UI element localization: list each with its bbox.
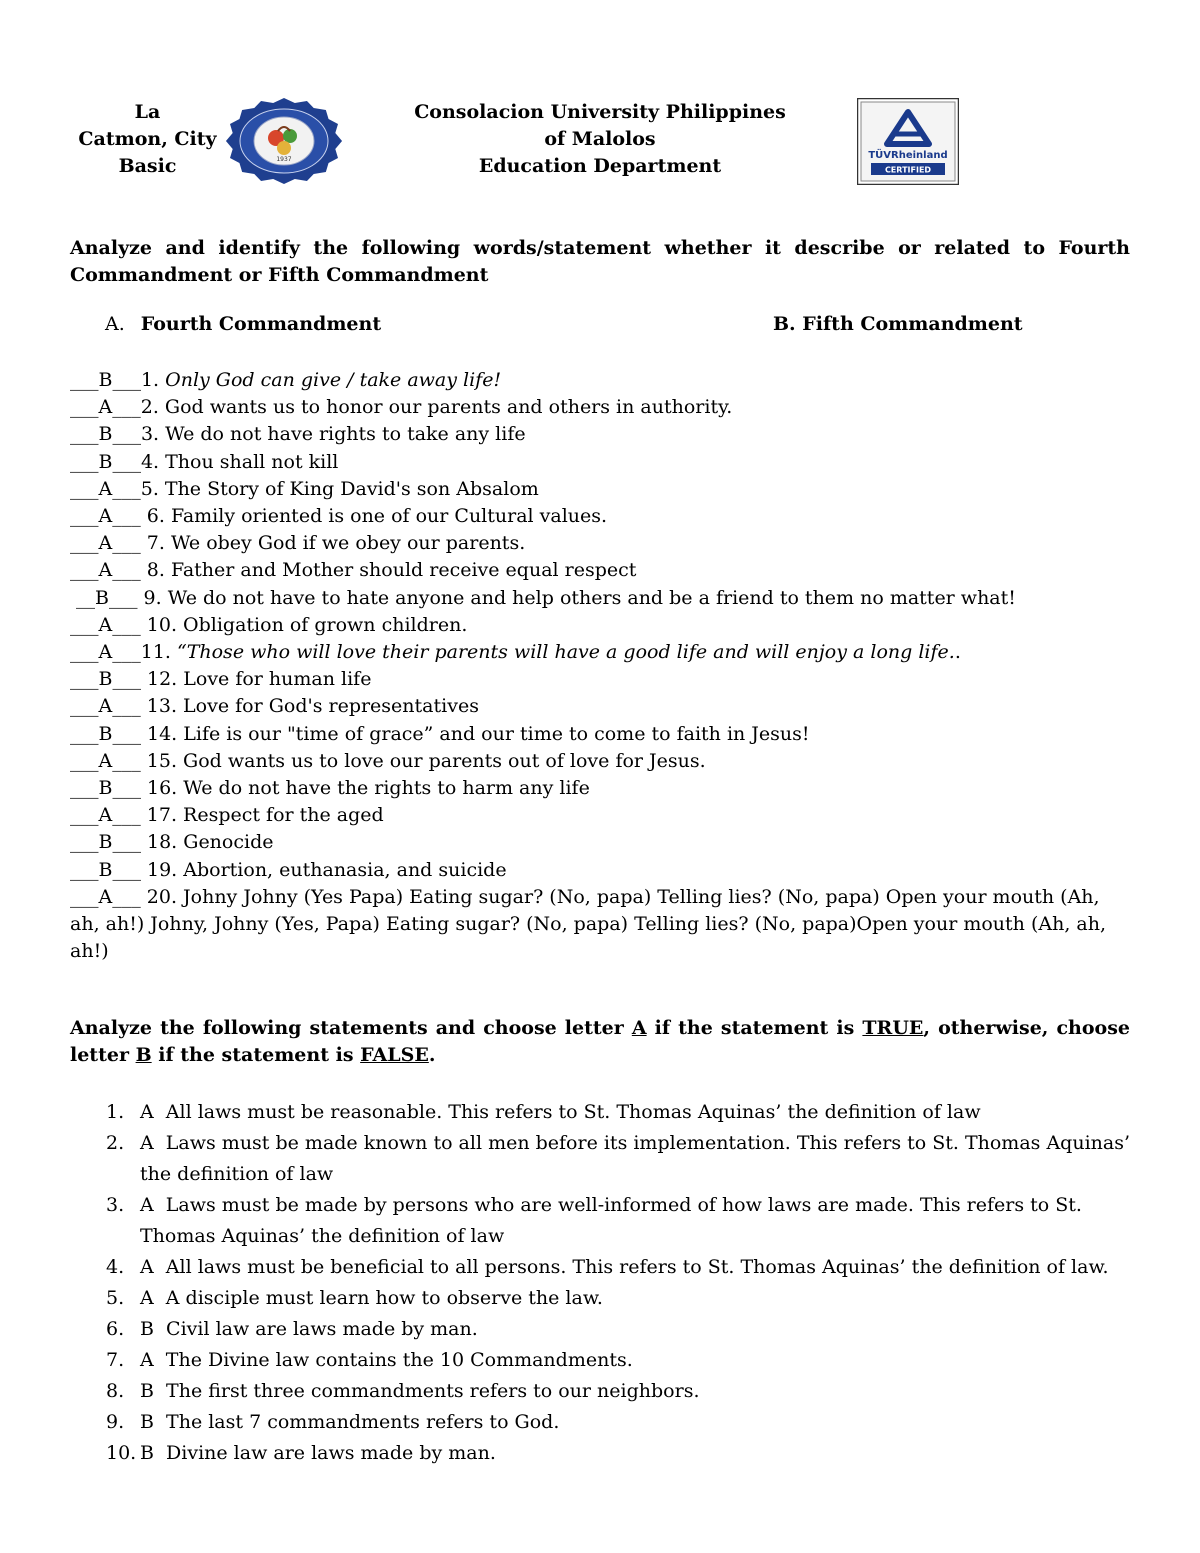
answer-blank: ___A___ (70, 749, 141, 772)
instr2-true-word: TRUE (862, 1017, 924, 1039)
answer-item (70, 775, 1130, 802)
item-text: 20. Johny Johny (Yes Papa) Eating sugar? (No, papa) Telling lies? (No, papa) Open your mouth (Ah, ah, ah!) Johny, Johny (Yes, Papa) Eating sugar? (No, papa) Telling lies? (No, papa)Open your mouth (Ah, ah, ah!) (70, 885, 1113, 963)
answer-item (70, 721, 1130, 748)
answer-item (70, 857, 1130, 884)
item-text: A Laws must be made by persons who are well-informed of how laws are made. This refers to St. Thomas Aquinas’ the definition of law (140, 1194, 1089, 1247)
answer-blank: ___A___ (70, 505, 141, 528)
true-false-item (70, 1190, 1130, 1252)
true-false-item (70, 1345, 1130, 1376)
item-number: 5. (106, 1287, 125, 1309)
choice-a-letter: A. (105, 313, 125, 335)
item-number: 3. (106, 1194, 125, 1216)
answer-item (70, 476, 1130, 503)
item-text: 15. God wants us to love our parents out of love for Jesus. (140, 749, 706, 772)
choice-a-heading (105, 313, 381, 335)
instr2-part-1: Analyze the following statements and choose letter (70, 1017, 632, 1039)
answer-item (70, 557, 1130, 584)
answer-item (70, 748, 1130, 775)
answer-item (70, 449, 1130, 476)
item-number: 1. (106, 1101, 125, 1123)
instr2-false-word: FALSE (360, 1044, 429, 1066)
item-tail-text: . (954, 641, 961, 664)
answer-blank: __B___ (70, 586, 138, 609)
answer-blank: ___A___ (70, 477, 141, 500)
item-italic-text: “Those who will love their parents will have a good life and will enjoy a long life. (177, 641, 955, 664)
answer-item (70, 585, 1130, 612)
answer-item (70, 367, 1130, 394)
section-1-instruction-line-1: Analyze and identify the following words/statement whether it describe or related to Fourth (70, 237, 1130, 259)
instr2-part-3: if the statement is (646, 1017, 863, 1039)
answer-blank: ___A___ (70, 804, 141, 827)
tuv-certified-logo (857, 98, 959, 185)
item-number: 9. (106, 1411, 125, 1433)
item-text: B Civil law are laws made by man. (140, 1318, 478, 1340)
item-text: A Laws must be made known to all men before its implementation. This refers to St. Thomas Aquinas’ the definition of law (140, 1132, 1137, 1185)
instr2-part-7: if the statement is (151, 1044, 361, 1066)
item-number: 7. (106, 1349, 125, 1371)
item-text: 8. Father and Mother should receive equal respect (140, 559, 637, 582)
item-text: A All laws must be beneficial to all persons. This refers to St. Thomas Aquinas’ the definition of law. (140, 1256, 1109, 1278)
item-text: 12. Love for human life (140, 668, 372, 691)
answer-item (70, 503, 1130, 530)
item-text: B Divine law are laws made by man. (140, 1442, 496, 1464)
answer-item (70, 530, 1130, 557)
item-text: B The last 7 commandments refers to God. (140, 1411, 560, 1433)
item-text: 7. We obey God if we obey our parents. (140, 532, 526, 555)
item-text: 16. We do not have the rights to harm any life (140, 777, 590, 800)
item-text: 11. (140, 641, 177, 664)
answer-item (70, 884, 1130, 966)
header-left-line-3: Basic (118, 155, 177, 177)
university-city: of Malolos (544, 128, 656, 150)
answer-blank: ___B___ (70, 450, 141, 473)
header-left-line-1: La (134, 101, 161, 123)
item-text: A The Divine law contains the 10 Commandments. (140, 1349, 633, 1371)
answer-blank: ___B___ (70, 423, 141, 446)
instr2-part-5: , otherwise, choose letter (70, 1017, 1130, 1066)
item-text: 10. Obligation of grown children. (140, 613, 468, 636)
answer-item (70, 612, 1130, 639)
item-text: 5. The Story of King David's son Absalom (140, 477, 539, 500)
true-false-item (70, 1314, 1130, 1345)
answer-item (70, 639, 1130, 666)
section-2-item-list (70, 1097, 1137, 1469)
answer-blank: ___A___ (70, 559, 141, 582)
item-text: A All laws must be reasonable. This refers to St. Thomas Aquinas’ the definition of law (140, 1101, 981, 1123)
item-text: 2. God wants us to honor our parents and others in authority. (140, 396, 733, 419)
answer-item (70, 829, 1130, 856)
section-1-item-list (70, 367, 1130, 965)
item-text: A A disciple must learn how to observe the law. (140, 1287, 603, 1309)
item-text: 17. Respect for the aged (140, 804, 384, 827)
item-text: 6. Family oriented is one of our Cultural values. (140, 505, 608, 528)
tuv-certified-label: CERTIFIED (884, 165, 932, 175)
item-text: 9. We do not have to hate anyone and help others and be a friend to them no matter what! (137, 586, 1016, 609)
answer-item (70, 693, 1130, 720)
answer-blank: ___B___ (70, 858, 141, 881)
answer-blank: ___A___ (70, 641, 141, 664)
answer-blank: ___B___ (70, 369, 141, 391)
item-text: 14. Life is our "time of grace” and our time to come to faith in Jesus! (140, 722, 810, 745)
instr2-letter-a: A (631, 1017, 647, 1039)
answer-blank: ___B___ (70, 722, 141, 745)
true-false-item (70, 1097, 1130, 1128)
school-location-text (70, 99, 225, 180)
answer-blank: ___A___ (70, 695, 141, 718)
header-left-line-2: Catmon, City (78, 128, 217, 150)
item-text: 19. Abortion, euthanasia, and suicide (140, 858, 507, 881)
item-number: 8. (106, 1380, 125, 1402)
answer-blank: ___A___ (70, 885, 141, 908)
item-italic-text: Only God can give / take away life! (165, 369, 502, 391)
choice-b-heading: B. Fifth Commandment (773, 313, 1023, 335)
true-false-item (70, 1128, 1137, 1190)
seal-year-text: 1937 (276, 156, 292, 163)
instr2-letter-b: B (135, 1044, 152, 1066)
item-text: 1. (140, 369, 166, 391)
item-number: 6. (106, 1318, 125, 1340)
true-false-item (70, 1376, 1130, 1407)
answer-blank: ___B___ (70, 777, 141, 800)
true-false-item (70, 1407, 1130, 1438)
tuv-brand-text: TÜVRheinland (868, 150, 948, 161)
item-number: 10. (106, 1442, 137, 1464)
university-seal-logo (224, 97, 344, 185)
item-text: B The first three commandments refers to our neighbors. (140, 1380, 700, 1402)
item-number: 4. (106, 1256, 125, 1278)
answer-blank: ___A___ (70, 396, 141, 419)
answer-blank: ___B___ (70, 668, 141, 691)
item-text: 3. We do not have rights to take any life (140, 423, 526, 446)
answer-blank: ___A___ (70, 613, 141, 636)
true-false-item (70, 1283, 1130, 1314)
true-false-item (70, 1252, 1130, 1283)
item-text: 18. Genocide (140, 831, 274, 854)
section-1-instruction (70, 235, 1130, 289)
instr2-part-9: . (428, 1044, 436, 1066)
section-1-instruction-line-2: Commandment or Fifth Commandment (70, 264, 489, 286)
answer-blank: ___B___ (70, 831, 141, 854)
answer-item (70, 666, 1130, 693)
university-name-block (400, 99, 800, 180)
choice-a-label: Fourth Commandment (140, 313, 382, 335)
answer-blank: ___A___ (70, 532, 141, 555)
answer-item (70, 394, 1130, 421)
item-text: 13. Love for God's representatives (140, 695, 479, 718)
item-text: 4. Thou shall not kill (140, 450, 339, 473)
true-false-item (70, 1438, 1130, 1469)
answer-item (70, 421, 1130, 448)
section-2-instruction (70, 1015, 1130, 1069)
item-number: 2. (106, 1132, 125, 1154)
university-name: Consolacion University Philippines (414, 101, 786, 123)
department-name: Education Department (478, 155, 722, 177)
answer-item (70, 802, 1130, 829)
